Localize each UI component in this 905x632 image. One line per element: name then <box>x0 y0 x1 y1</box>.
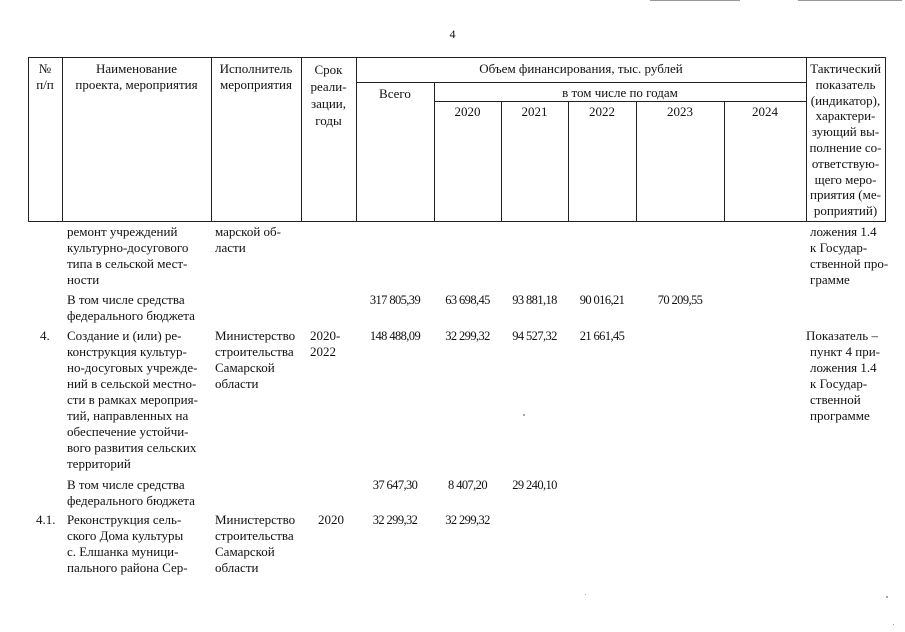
page-number: 4 <box>449 27 456 41</box>
header-year-2023: 2023 <box>667 104 693 119</box>
cell-2022: 21 661,45 <box>579 329 625 343</box>
header-year-2021: 2021 <box>521 104 548 119</box>
row-term: 2020- 2022 <box>310 328 341 359</box>
cell-total: 37 647,30 <box>372 478 418 492</box>
header-project-name: Наименование проекта, мероприятия <box>75 61 198 92</box>
header-year-2024: 2024 <box>752 104 778 119</box>
cell-2020: 63 698,45 <box>445 293 490 307</box>
scan-speck <box>523 414 525 416</box>
cell-2020: 32 299,32 <box>445 329 490 343</box>
cell-2021: 94 527,32 <box>512 329 557 343</box>
cell-2022: 90 016,21 <box>579 293 625 307</box>
cell-2021: 29 240,10 <box>512 478 557 492</box>
row-name: В том числе средства федерального бюджета <box>67 477 195 508</box>
cell-2020: 8 407,20 <box>448 478 487 492</box>
row-term: 2020 <box>318 512 344 527</box>
header-funding-title: Объем финансирования, тыс. рублей <box>479 61 683 76</box>
header-year-2022: 2022 <box>589 104 615 119</box>
header-number: № п/п <box>36 61 54 92</box>
header-executor: Исполнитель мероприятия <box>219 61 293 92</box>
header-indicator: Тактический показатель (индикатор), характери- зующий вы- полнение со- ответствую- щего меро- приятия (ме- роприятий) <box>809 61 882 219</box>
row-executor: Министерство строительства Самарской области <box>215 512 296 575</box>
row-indicator: Показатель – пункт 4 при- ложения 1.4 к Государ- ственной программе <box>806 328 880 423</box>
row-name: Реконструкция сель- ского Дома культуры с. Елшанка муници- пального района Сер- <box>67 512 188 575</box>
row-name: Создание и (или) ре- конструкция культур- но-досуговых учрежде- ний в сельской местно- сти в рамках мероприя- тий, направленных на обеспечение устойчи- вого развития сельских территорий <box>67 328 198 471</box>
cell-total: 148 488,09 <box>369 329 421 343</box>
row-name: ремонт учреждений культурно-досугового типа в сельской мест- ности <box>67 224 189 287</box>
scan-speck <box>886 596 888 598</box>
row-indicator: ложения 1.4 к Государ- ственной про- грамме <box>810 224 889 287</box>
scan-speck <box>585 594 586 595</box>
header-by-years: в том числе по годам <box>562 85 678 100</box>
header-total: Всего <box>379 86 411 101</box>
cell-2020: 32 299,32 <box>445 513 490 527</box>
row-executor: Министерство строительства Самарской области <box>215 328 296 391</box>
row-number: 4.1. <box>36 512 56 527</box>
header-year-2020: 2020 <box>454 104 481 119</box>
row-name: В том числе средства федерального бюджета <box>67 292 195 323</box>
cell-2023: 70 209,55 <box>657 293 703 307</box>
row-number: 4. <box>40 328 50 343</box>
cell-total: 32 299,32 <box>372 513 418 527</box>
header-term: Срок реали- зации, годы <box>310 62 347 128</box>
cell-2021: 93 881,18 <box>512 293 557 307</box>
scan-speck <box>893 624 894 625</box>
cell-total: 317 805,39 <box>369 293 421 307</box>
row-executor: марской об- ласти <box>215 224 281 255</box>
